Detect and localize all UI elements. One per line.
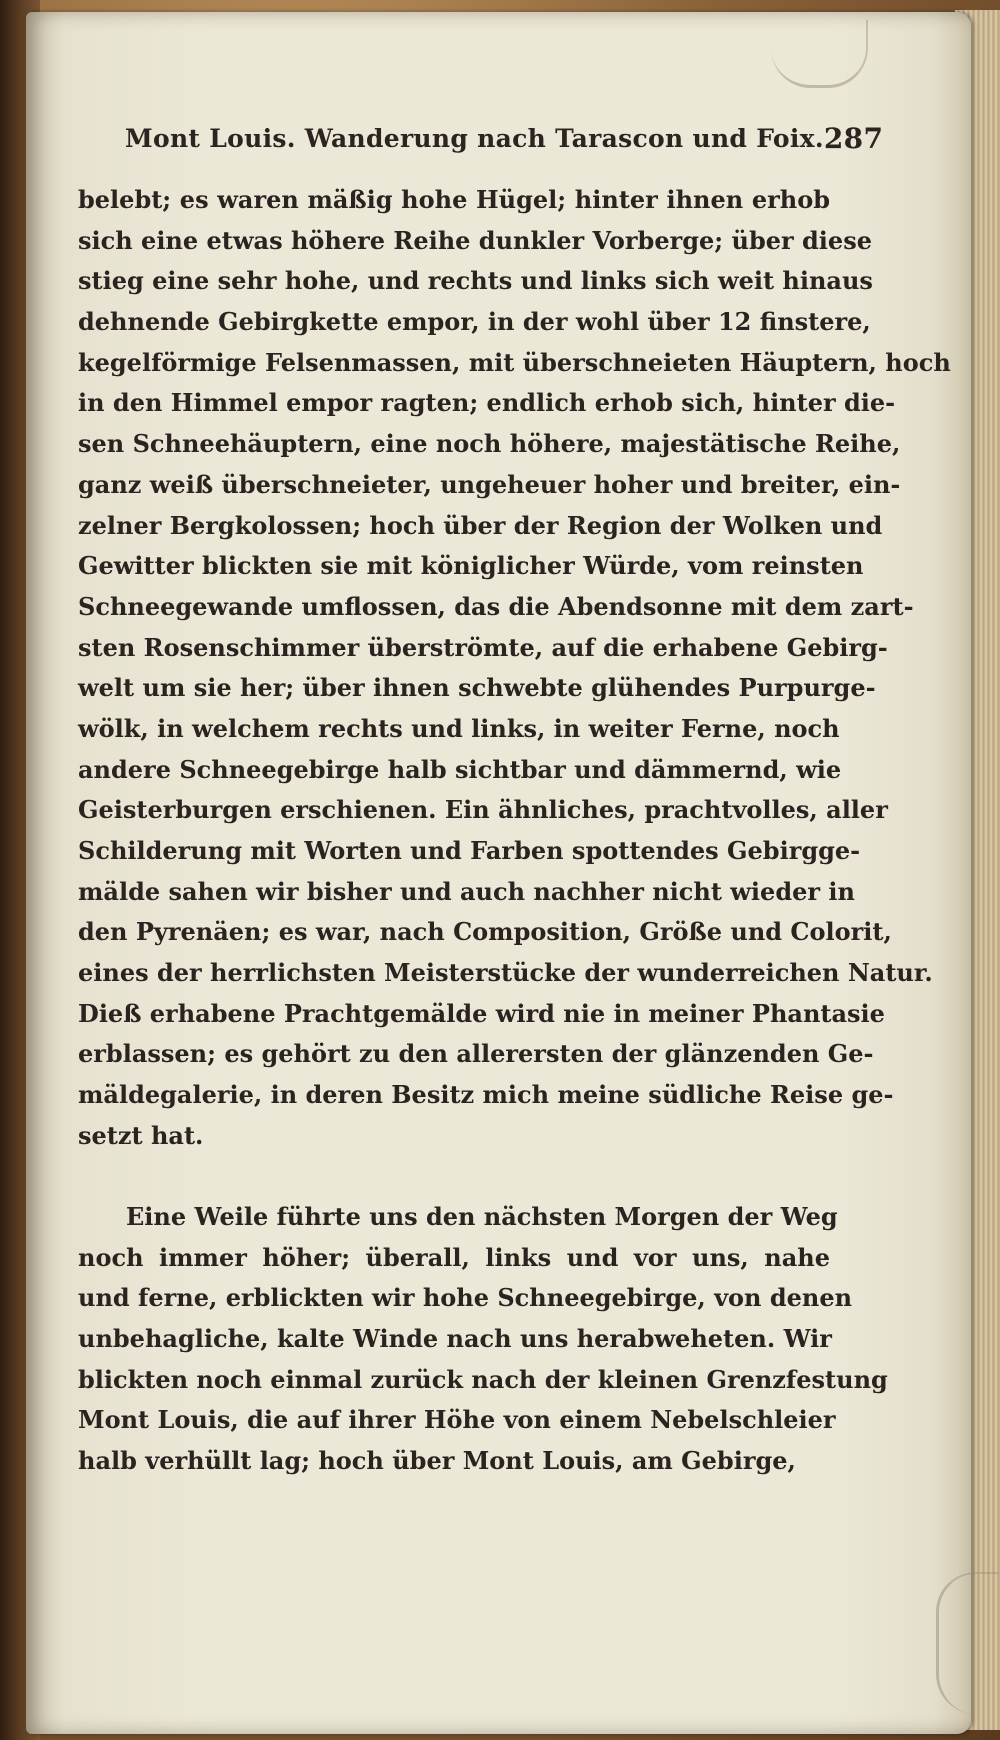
paragraph-2: [78, 1197, 888, 1482]
text-line: in den Himmel empor ragten; endlich erhob sich, hinter die-: [78, 388, 896, 418]
text-line: Gewitter blickten sie mit königlicher Würde, vom reinsten: [78, 551, 864, 581]
text-line: sten Rosenschimmer überströmte, auf die erhabene Gebirg-: [78, 632, 888, 662]
text-line: Schilderung mit Worten und Farben spottendes Gebirgge-: [78, 836, 861, 865]
page-curl-mark: [771, 20, 868, 88]
text-line: Mont Louis, die auf ihrer Höhe von einem Nebelschleier: [78, 1405, 836, 1435]
text-line: erblassen; es gehört zu den allerersten der glänzenden Ge-: [78, 1039, 874, 1069]
text-line: halb verhüllt lag; hoch über Mont Louis, am Gebirge,: [78, 1446, 796, 1476]
text-line: kegelförmige Felsenmassen, mit überschneieten Häuptern, hoch: [78, 347, 951, 377]
text-line: Eine Weile führte uns den nächsten Morgen der Weg: [126, 1202, 838, 1231]
text-line: welt um sie her; über ihnen schwebte glühendes Purpurge-: [78, 673, 876, 703]
text-line: Geisterburgen erschienen. Ein ähnliches, prachtvolles, aller: [78, 795, 888, 825]
text-line: Schneegewande umflossen, das die Abendsonne mit dem zart-: [78, 591, 914, 621]
text-line: blickten noch einmal zurück nach der kleinen Grenzfestung: [78, 1364, 888, 1394]
text-line: den Pyrenäen; es war, nach Composition, Größe und Colorit,: [78, 917, 892, 947]
text-line: eines der herrlichsten Meisterstücke der wunderreichen Natur.: [78, 958, 933, 988]
text-line: zelner Bergkolossen; hoch über der Region der Wolken und: [78, 510, 883, 540]
text-line: mälde sahen wir bisher und auch nachher nicht wieder in: [78, 876, 855, 906]
text-line: andere Schneegebirge halb sichtbar und dämmernd, wie: [78, 754, 842, 784]
text-line: noch immer höher; überall, links und vor uns, nahe: [78, 1242, 830, 1272]
page-curl-mark: [936, 1572, 999, 1714]
text-line: unbehagliche, kalte Winde nach uns herabweheten. Wir: [78, 1324, 832, 1354]
text-line: ganz weiß überschneieter, ungeheuer hoher und breiter, ein-: [78, 469, 901, 499]
text-line: sen Schneehäuptern, eine noch höhere, majestätische Reihe,: [78, 429, 901, 459]
text-line: mäldegalerie, in deren Besitz mich meine südliche Reise ge-: [78, 1080, 894, 1110]
text-line: Dieß erhabene Prachtgemälde wird nie in meiner Phantasie: [78, 998, 885, 1028]
paragraph-1: [78, 180, 951, 1157]
running-header: [125, 118, 884, 158]
text-line: dehnende Gebirgkette empor, in der wohl über 12 finstere,: [78, 307, 871, 337]
page-number: 287: [823, 121, 884, 155]
text-line: setzt hat.: [78, 1120, 204, 1150]
text-line: und ferne, erblickten wir hohe Schneegebirge, von denen: [78, 1283, 853, 1313]
text-line: sich eine etwas höhere Reihe dunkler Vorberge; über diese: [78, 225, 872, 255]
text-line: stieg eine sehr hohe, und rechts und links sich weit hinaus: [78, 266, 873, 296]
text-line: belebt; es waren mäßig hohe Hügel; hinter ihnen erhob: [78, 185, 830, 214]
running-title: Mont Louis. Wanderung nach Tarascon und Foix.: [125, 123, 824, 153]
text-line: wölk, in welchem rechts und links, in weiter Ferne, noch: [78, 713, 840, 743]
